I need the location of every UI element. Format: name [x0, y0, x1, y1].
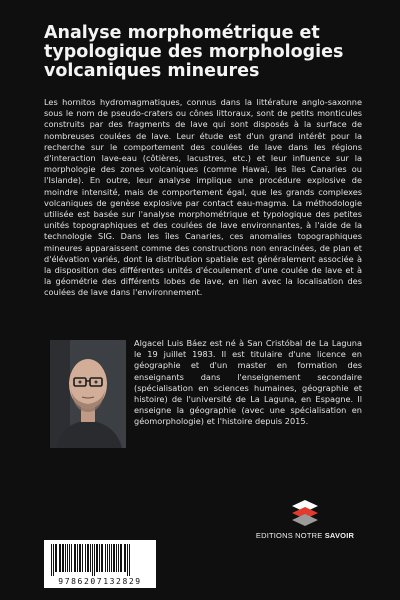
author-photo — [50, 340, 126, 448]
barcode-bars — [50, 544, 150, 576]
publisher-logo — [240, 498, 370, 540]
author-portrait-icon — [50, 340, 126, 448]
book-title: Analyse morphométrique et typologique des morphologies volcaniques mineures — [44, 23, 344, 81]
publisher-name-regular: EDITIONS NOTRE — [255, 531, 325, 540]
isbn-barcode — [44, 540, 156, 588]
publisher-name — [240, 531, 370, 540]
abstract-text: Les hornitos hydromagmatiques, connus dans la littérature anglo-saxonne sous le nom de pseudo-craters ou cônes littoraux, sont de petits monticules construits par des fragments de lave qui sont disposés à la surface de nombreuses coulées de lave. Leur étude est d'un grand intérêt pour la recherche sur le comportement des coulées de lave dans les régions d'interaction lave-eau (côtières, lacustres, etc.) et leur influence sur la morphologie des zones volcaniques (comme Hawaï, les îles Canaries ou l'Islande). En outre, leur analyse implique une procédure explosive de moindre intensité, mais de comportement égal, que les grands complexes volcaniques de genèse explosive par contact eau-magma. La méthodologie utilisée est basée sur l'analyse morphométrique et typologique des petites unités topographiques et des coulées de lave environnantes, à l'aide de la technologie SIG. Dans les îles Canaries, ces anomalies topographiques mineures apparaissent comme des constructions non enracinées, de plan et d'élévation variés, dont la distribution spatiale est généralement associée à la disposition des différentes unités d'écoulement d'une coulée de lave et à la géométrie des différents lobes de lave, en lien avec la localisation des coulées de lave dans l'environnement. — [44, 97, 362, 298]
author-bio: Algacel Luis Báez est né à San Cristóbal de La Laguna le 19 juillet 1983. Il est titulaire d'une licence en géographie et d'un master en formation des enseignants dans l'enseignement secondaire (spécialisation en sciences humaines, géographie et histoire) de l'université de La Laguna, en Espagne. Il enseigne la géographie (avec une spécialisation en géomorphologie) et l'histoire depuis 2015. — [134, 338, 362, 427]
stacked-books-icon — [288, 498, 322, 528]
publisher-name-bold: SAVOIR — [324, 531, 355, 540]
isbn-number: 9786207132829 — [58, 577, 142, 586]
